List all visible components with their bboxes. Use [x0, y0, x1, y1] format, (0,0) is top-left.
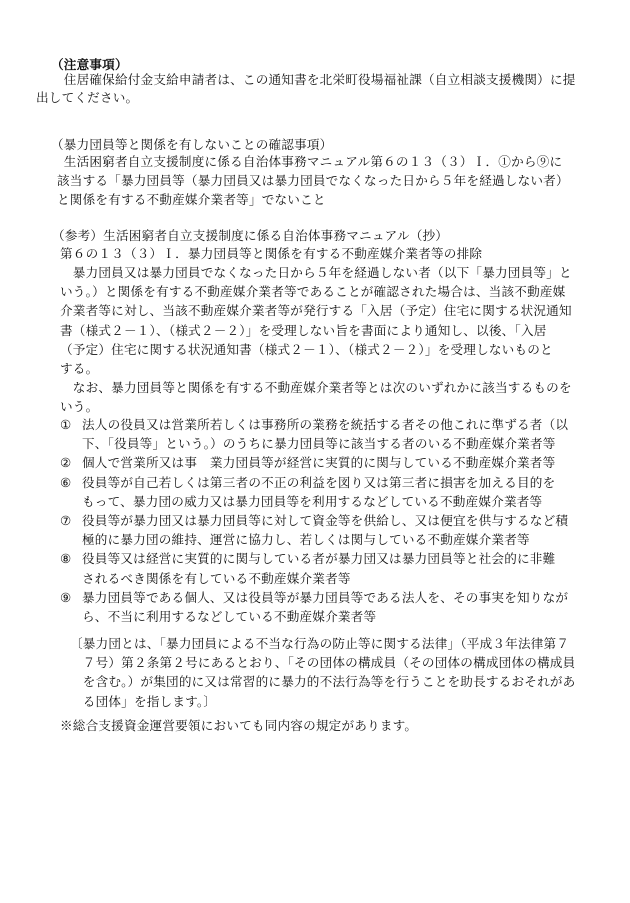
item-line: 役員等が暴力団又は暴力団員等に対して資金等を供給し、又は便宜を供与するなど積: [82, 513, 569, 529]
confirmation-heading: （暴力団員等と関係を有しないことの確認事項）: [51, 137, 333, 152]
item-line: 暴力団員等である個人、又は役員等が暴力団員等である法人を、その事実を知りなが: [82, 589, 569, 605]
item-number: ⑥: [60, 474, 72, 490]
item-line: されるべき関係を有している不動産媒介業者等: [82, 570, 351, 586]
reference-heading: （参考）生活困窮者自立支援制度に係る自治体事務マニュアル（抄）: [52, 228, 449, 243]
item-number: ⑨: [60, 589, 72, 605]
confirmation-text-cont: [57, 171, 569, 209]
confirmation-line: と関係を有する不動産媒介業者等」でないこと: [57, 192, 326, 208]
item-number: ②: [60, 455, 72, 471]
paragraph-line: 書（様式２－１）、（様式２－２）」を受理しない旨を書面により通知し、以後、「入居: [60, 322, 547, 338]
criteria-item: [60, 415, 568, 453]
definition-line: を含む。）が集団的に又は常習的に暴力的不法行為等を行うことを助長するおそれがあ: [70, 674, 576, 690]
criteria-item: [60, 453, 568, 472]
footnote: ※総合支援資金運営要領においても同内容の規定があります。: [60, 718, 418, 733]
item-number: ⑦: [60, 513, 72, 529]
confirmation-line: 生活困窮者自立支援制度に係る自治体事務マニュアル第６の１３（３）Ｉ．①から⑨に: [51, 154, 563, 169]
confirmation-line: 該当する「暴力団員等（暴力団員又は暴力団員でなくなった日から５年を経過しない者）: [57, 173, 569, 188]
notice-line: 住居確保給付金支給申請者は、この通知書を北栄町役場福祉課（自立相談支援機関）に提: [51, 72, 576, 87]
notice-heading: （注意事項）: [51, 57, 128, 72]
paragraph-line: いう。: [60, 399, 99, 415]
notice-text-cont: [36, 88, 138, 107]
item-line: 法人の役員又は営業所若しくは事務所の業務を統括する者その他これに準ずる者（以: [82, 417, 569, 432]
item-number: ⑧: [60, 551, 72, 567]
item-line: 下、「役員等」という。）のうちに暴力団員等に該当する者のいる不動産媒介業者等: [82, 436, 556, 452]
definition-note: [70, 634, 575, 711]
item-line: ら、不当に利用するなどしている不動産媒介業者等: [82, 609, 377, 625]
definition-line: ７号）第２条第２号にあるとおり、「その団体の構成員（その団体の構成団体の構成員: [70, 655, 576, 671]
definition-line: る団体」を指します。〕: [70, 693, 217, 709]
reference-paragraph-1: [60, 263, 572, 378]
paragraph-line: 介業者等に対し、当該不動産媒介業者等が発行する「入居（予定）住宅に関する状況通知: [60, 303, 572, 319]
item-line: 役員等又は経営に実質的に関与している者が暴力団又は暴力団員等と社会的に非難: [82, 551, 556, 567]
item-line: もって、暴力団の威力又は暴力団員等を利用するなどしている不動産媒介業者等: [82, 493, 543, 509]
paragraph-line: （予定）住宅に関する状況通知書（様式２－１）、（様式２－２）」を受理しないものと: [60, 341, 553, 357]
criteria-list: [60, 415, 568, 626]
paragraph-line: なお、暴力団員等と関係を有する不動産媒介業者等とは次のいずれかに該当するものを: [60, 380, 572, 395]
criteria-item: [60, 549, 568, 587]
paragraph-line: する。: [60, 361, 99, 377]
notice-text: [51, 70, 576, 89]
criteria-item: [60, 473, 568, 511]
notice-line: 出してください。: [36, 90, 139, 105]
reference-paragraph-2: [60, 378, 572, 416]
criteria-item: [60, 588, 568, 626]
item-line: 個人で営業所又は事 業力団員等が経営に実質的に関与している不動産媒介業者等: [82, 455, 556, 471]
confirmation-text: [51, 152, 562, 171]
paragraph-line: いう。）と関係を有する不動産媒介業者等であることが確認された場合は、当該不動産媒: [60, 284, 566, 300]
item-line: 役員等が自己若しくは第三者の不正の利益を図り又は第三者に損害を加える目的を: [82, 474, 556, 490]
item-number: ①: [60, 417, 72, 432]
criteria-item: [60, 511, 568, 549]
item-line: 極的に暴力団の維持、運営に協力し、若しくは関与している不動産媒介業者等: [82, 532, 530, 548]
paragraph-line: 暴力団員又は暴力団員でなくなった日から５年を経過しない者（以下「暴力団員等」と: [60, 265, 572, 280]
reference-section-title: 第６の１３（３）Ｉ．暴力団員等と関係を有する不動産媒介業者等の排除: [60, 246, 483, 261]
definition-line: 〔暴力団とは、「暴力団員による不当な行為の防止等に関する法律」（平成３年法律第７: [70, 636, 570, 651]
